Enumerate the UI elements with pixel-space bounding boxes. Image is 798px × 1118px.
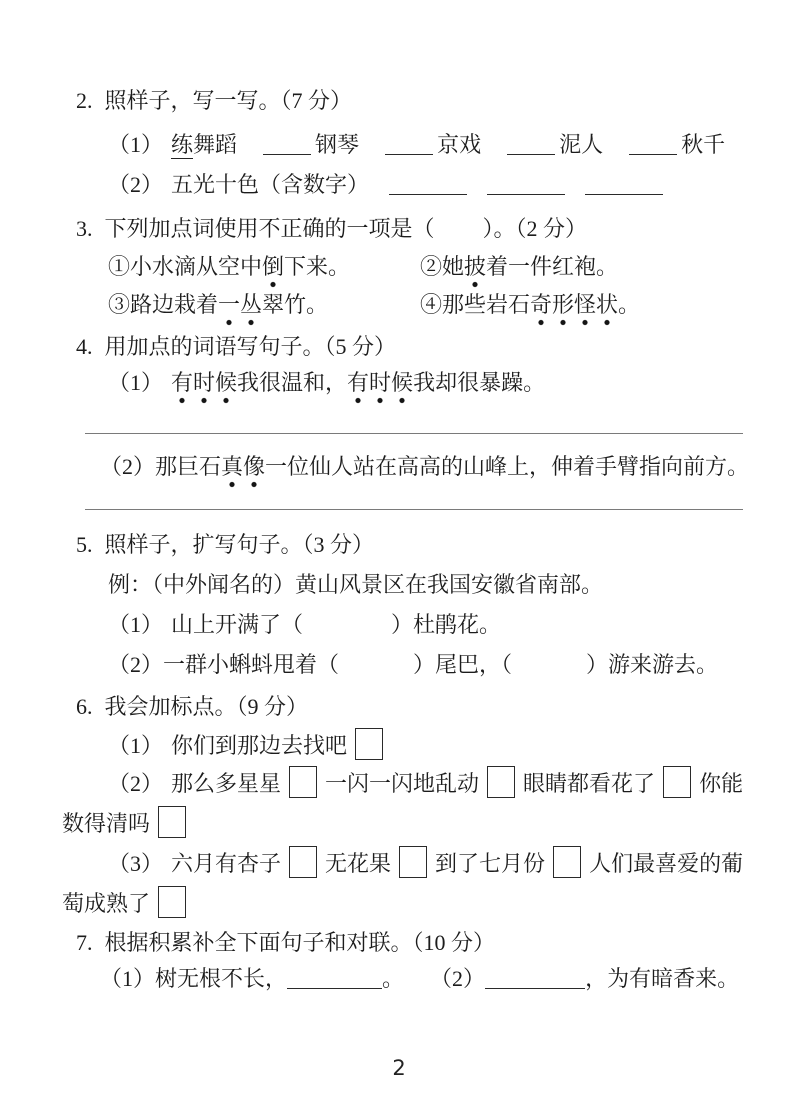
punctuation-box[interactable] <box>289 846 317 878</box>
q5-item2-label: （2） <box>108 652 164 677</box>
q2-title-line <box>76 84 352 118</box>
q6-item3-continuation <box>62 886 194 921</box>
q4-title: 用加点的词语写句子。（5 分） <box>104 334 397 359</box>
q6-item3-seg4: 人们最喜爱的葡 <box>589 851 744 876</box>
q3-opt4-pre: ④那些岩石 <box>420 292 531 317</box>
q7-item2-post: ，为有暗香来。 <box>585 966 740 991</box>
q2-item1-label: （1） <box>108 132 164 157</box>
answer-line[interactable] <box>85 433 743 434</box>
q2-item2-line <box>108 168 663 202</box>
q6-item2-seg1: 那么多星星 <box>171 771 282 796</box>
q6-title-line <box>76 690 308 724</box>
q4-item2-label: （2） <box>100 454 156 479</box>
punctuation-box[interactable] <box>355 728 383 760</box>
page-number: 2 <box>392 1056 406 1080</box>
q3-opt3-pre: ③路边栽着 <box>108 292 219 317</box>
q3-option-3 <box>108 288 420 322</box>
q5-item1-post: ）杜鹃花。 <box>391 612 502 637</box>
fill-in-blank[interactable] <box>385 136 433 155</box>
q2-item1-example-underlined: 练 <box>171 132 194 157</box>
q3-options-row1 <box>108 250 618 284</box>
q5-title: 照样子，扩写句子。（3 分） <box>104 532 375 557</box>
q3-options-row2 <box>108 288 640 322</box>
q4-item2-emphasized: 真像 <box>221 454 265 488</box>
q3-opt2-pre: ②她 <box>420 254 465 279</box>
q2-item2-label: （2） <box>108 172 164 197</box>
q3-opt1-post: 下来。 <box>284 254 351 279</box>
q2-item1-line <box>108 128 725 162</box>
q6-item2-label: （2） <box>108 771 164 796</box>
q2-item1-word3: 京戏 <box>437 132 482 157</box>
punctuation-box[interactable] <box>158 886 186 918</box>
q4-title-line <box>76 330 396 364</box>
q5-item1-line <box>108 608 501 642</box>
q3-opt2-post: 着一件红袍。 <box>486 254 619 279</box>
q5-example: 例：（中外闻名的）黄山风景区在我国安徽省南部。 <box>108 572 604 597</box>
q3-option-1 <box>108 250 420 284</box>
q5-title-line <box>76 528 374 562</box>
q4-number: 4. <box>76 334 93 359</box>
q5-item2-pre: 一群小蝌蚪甩着（ <box>163 652 340 677</box>
q6-item2-seg4: 你能 <box>699 771 744 796</box>
q2-item1-word2: 钢琴 <box>315 132 360 157</box>
q2-item1-example-rest: 舞蹈 <box>193 132 238 157</box>
q6-title: 我会加标点。（9 分） <box>104 694 309 719</box>
fill-in-blank[interactable] <box>629 136 677 155</box>
fill-in-blank[interactable] <box>389 176 467 195</box>
q2-number: 2. <box>76 88 93 113</box>
q6-item2-line <box>108 766 743 801</box>
q3-number: 3. <box>76 216 93 241</box>
q4-item1-emphasized-1: 有时候 <box>171 370 237 404</box>
q2-item1-word4: 泥人 <box>559 132 604 157</box>
q7-item2-label: （2） <box>430 966 486 991</box>
q2-item1-word5: 秋千 <box>681 132 726 157</box>
q5-item2-line <box>108 648 718 682</box>
punctuation-box[interactable] <box>399 846 427 878</box>
q4-item2-seg3: 一位仙人站在高高的山峰上，伸着手臂指向前方。 <box>265 454 750 479</box>
q4-item1-line <box>108 366 545 400</box>
q3-opt4-emphasized: 奇形怪状 <box>530 292 618 326</box>
q7-title: 根据积累补全下面句子和对联。（10 分） <box>104 930 496 955</box>
q3-title-post: ）。（2 分） <box>482 216 588 241</box>
q3-opt4-post: 。 <box>618 292 641 317</box>
q4-item1-seg4: 我却很暴躁。 <box>413 370 546 395</box>
q6-item3-cont-text: 萄成熟了 <box>62 891 151 916</box>
q7-item1-label: （1） <box>100 966 156 991</box>
q3-opt1-pre: ①小水滴从空中 <box>108 254 263 279</box>
q4-item1-seg2: 我很温和， <box>237 370 348 395</box>
punctuation-box[interactable] <box>553 846 581 878</box>
q6-item3-seg2: 无花果 <box>325 851 392 876</box>
q7-title-line <box>76 926 495 960</box>
q2-item2-prompt: 五光十色（含数字） <box>171 172 370 197</box>
q6-item1-label: （1） <box>108 733 164 758</box>
q7-item1-post: 。 <box>382 966 405 991</box>
q6-item3-line <box>108 846 743 881</box>
q5-item1-pre: 山上开满了（ <box>171 612 304 637</box>
q6-item1-line <box>108 728 391 763</box>
q3-title-line <box>76 212 587 246</box>
q6-item2-cont-text: 数得清吗 <box>62 811 151 836</box>
fill-in-blank[interactable] <box>585 176 663 195</box>
q3-opt2-emphasized: 披 <box>464 254 486 288</box>
punctuation-box[interactable] <box>289 766 317 798</box>
fill-in-blank[interactable] <box>287 970 382 989</box>
q5-item2-mid: ）尾巴，（ <box>413 652 513 677</box>
q6-item3-label: （3） <box>108 851 164 876</box>
q3-option-4 <box>420 292 640 326</box>
q6-item2-seg2: 一闪一闪地乱动 <box>325 771 480 796</box>
q4-item2-line <box>100 450 749 484</box>
q4-item1-emphasized-2: 有时候 <box>347 370 413 404</box>
q7-item1-pre: 树无根不长， <box>155 966 288 991</box>
fill-in-blank[interactable] <box>263 136 311 155</box>
q6-item3-seg3: 到了七月份 <box>435 851 546 876</box>
q2-title: 照样子，写一写。（7 分） <box>104 88 353 113</box>
answer-line[interactable] <box>85 509 743 510</box>
fill-in-blank[interactable] <box>507 136 555 155</box>
q4-item1-label: （1） <box>108 370 164 395</box>
q7-items-line <box>100 962 739 996</box>
q3-opt3-post: 翠竹。 <box>262 292 329 317</box>
fill-in-blank[interactable] <box>487 176 565 195</box>
q6-item1-text: 你们到那边去找吧 <box>171 733 348 758</box>
q6-item3-seg1: 六月有杏子 <box>171 851 282 876</box>
q6-number: 6. <box>76 694 93 719</box>
fill-in-blank[interactable] <box>485 970 585 989</box>
q4-item2-seg1: 那巨石 <box>155 454 222 479</box>
q5-example-line <box>108 568 603 602</box>
punctuation-box[interactable] <box>158 806 186 838</box>
q7-number: 7. <box>76 930 93 955</box>
q3-option-2 <box>420 254 618 288</box>
q3-opt3-emphasized: 一丛 <box>218 292 262 326</box>
q6-item2-continuation <box>62 806 194 841</box>
q5-item2-post: ）游来游去。 <box>586 652 719 677</box>
q6-item2-seg3: 眼睛都看花了 <box>523 771 656 796</box>
punctuation-box[interactable] <box>487 766 515 798</box>
q3-title-pre: 下列加点词使用不正确的一项是（ <box>104 216 435 241</box>
q5-item1-label: （1） <box>108 612 164 637</box>
q3-opt1-emphasized: 倒 <box>262 254 284 288</box>
punctuation-box[interactable] <box>663 766 691 798</box>
q5-number: 5. <box>76 532 93 557</box>
